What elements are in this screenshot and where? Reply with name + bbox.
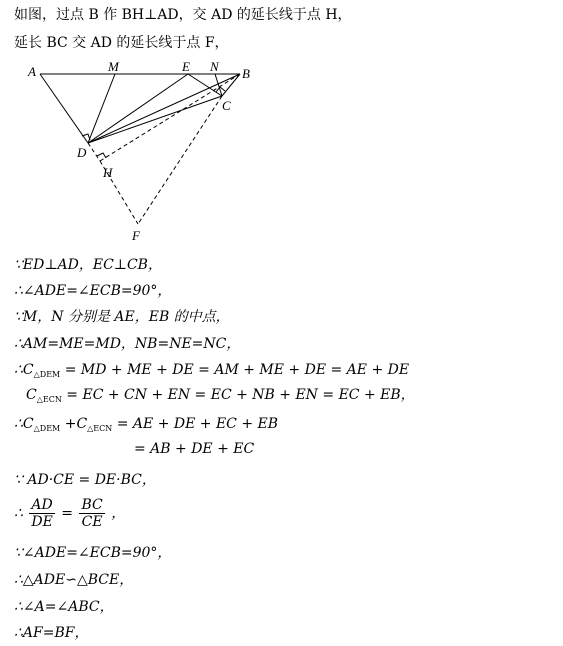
solution-line-14: ∴AF=BF， (14, 625, 89, 641)
solution-line-9: ∵ AD·CE = DE·BC， (14, 472, 156, 488)
label-F: F (132, 228, 140, 243)
solution-line-1: ∵ED⊥AD，EC⊥CB， (14, 257, 162, 273)
segment-CF (138, 96, 222, 224)
label-H: H (103, 165, 113, 180)
solution-line-10: ∴ $\frac{AD}{DE}$ = $\frac{BC}{CE}$ ， (14, 497, 126, 530)
label-E: E (182, 59, 190, 74)
fraction-bc-ce: $\frac{BC}{CE}$ (81, 497, 103, 530)
segment-ED (88, 74, 188, 143)
segment-CB (222, 74, 240, 96)
geometry-figure (0, 54, 290, 244)
label-A: A (28, 64, 36, 79)
segment-DH (88, 143, 100, 161)
solution-line-13: ∴∠A=∠ABC， (14, 599, 114, 615)
solution-line-7: $\therefore C_{\triangle DEM} +C_{\triangle ECN}$ = AE + DE + EC + EB (14, 416, 279, 433)
right-angle-mark-D (82, 134, 90, 140)
label-B: B (242, 66, 250, 81)
problem-line-1: 如图，过点 B 作 BH⊥AD，交 AD 的延长线于点 H， (14, 7, 352, 23)
problem-line-2: 延长 BC 交 AD 的延长线于点 F， (14, 35, 229, 51)
solution-line-12: ∴△ADE∽△BCE， (14, 572, 134, 588)
solution-line-11: ∵∠ADE=∠ECB=90°， (14, 545, 172, 561)
right-angle-mark-H (97, 153, 106, 158)
label-M: M (108, 59, 119, 74)
solution-line-3: ∵M，N 分别是 AE，EB 的中点， (14, 309, 230, 325)
fraction-ad-de: $\frac{AD}{DE}$ (31, 497, 53, 530)
solution-line-8: = AB + DE + EC (134, 441, 255, 457)
segment-DC (88, 96, 222, 143)
solution-line-5: $\therefore C_{\triangle DEM}$ = MD + ME + DE = AM + ME + DE = AE + DE (14, 362, 410, 379)
label-N: N (210, 59, 219, 74)
solution-line-2: ∴∠ADE=∠ECB=90°， (14, 283, 172, 299)
solution-line-4: ∴AM=ME=MD，NB=NE=NC， (14, 336, 241, 352)
segment-AD (40, 74, 88, 143)
label-C: C (222, 98, 231, 113)
solution-line-6: $C_{\triangle ECN}$ = EC + CN + EN = EC + NB + EN = EC + EB， (26, 387, 415, 404)
segment-HB (100, 74, 240, 161)
label-D: D (77, 145, 87, 160)
